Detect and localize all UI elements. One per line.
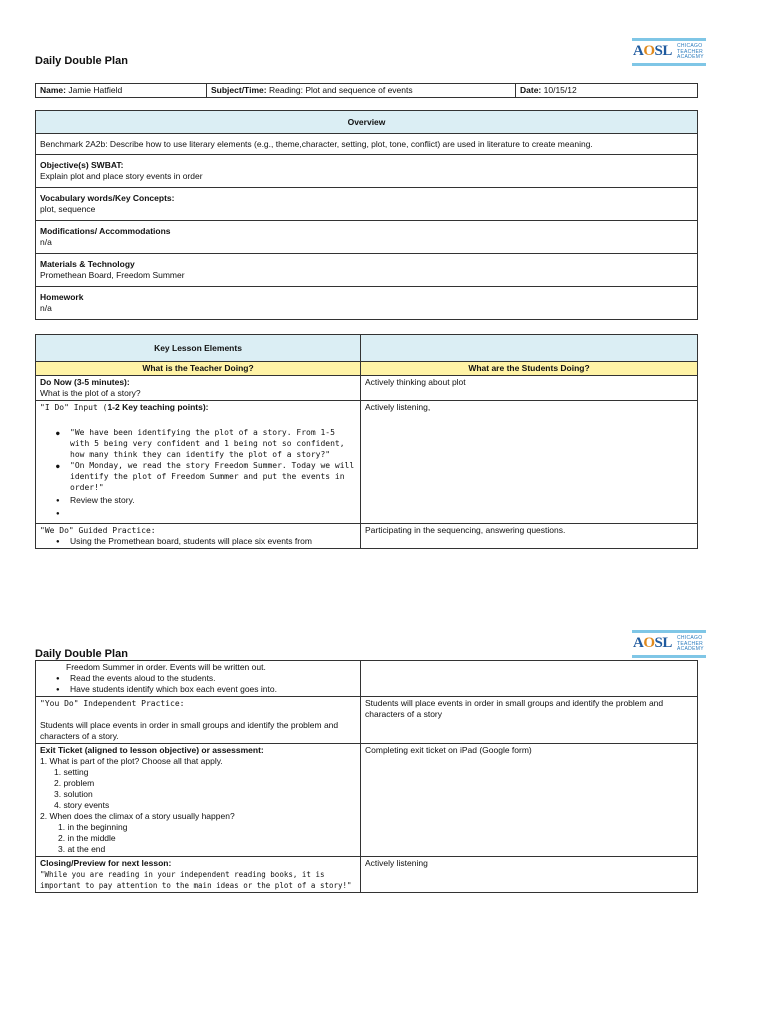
date-cell: Date: 10/15/12 (516, 84, 698, 98)
homework-cell: Homework n/a (36, 287, 698, 320)
exit-ticket-cell: Exit Ticket (aligned to lesson objective) or assessment: 1. What is part of the plot? Choose all that apply. 1. setting 2. problem 3. solution 4. story events 2. When does the climax of a story usually happen? 1. in the beginning 2. in the middle 3. at the end (36, 744, 361, 857)
list-item: 1. in the beginning (58, 822, 128, 832)
i-do-students-cell: Actively listening, (361, 401, 698, 524)
exit-ticket-students-cell: Completing exit ticket on iPad (Google form) (361, 744, 698, 857)
do-now-students-cell: Actively thinking about plot (361, 376, 698, 401)
list-item: ● Review the story. (70, 495, 356, 506)
closing-cell: Closing/Preview for next lesson: "While you are reading in your independent reading books, it is important to pay attention to the main ideas or the plot of a story!" (36, 857, 361, 893)
aosl-logo: AOSL CHICAGO TEACHER ACADEMY (632, 38, 706, 66)
document-title: Daily Double Plan (35, 55, 128, 67)
you-do-cell: "You Do" Independent Practice: Students will place events in order in small groups and identify the problem and characters of a story. (36, 697, 361, 744)
closing-students-cell: Actively listening (361, 857, 698, 893)
key-lesson-elements-header: Key Lesson Elements (36, 335, 361, 362)
overview-header: Overview (36, 111, 698, 134)
list-item: ● "On Monday, we read the story Freedom Summer. Today we will identify the plot of Freedom Summer and put the events in order!" (70, 460, 356, 493)
subject-cell: Subject/Time: Reading: Plot and sequence of events (207, 84, 516, 98)
overview-table (35, 110, 698, 320)
i-do-cell: "I Do" Input (1-2 Key teaching points): ● "We have been identifying the plot of a story. From 1-5 with 5 being very confident and 1 being not so confident, how many think they can identify the plot of a story?" ● "On Monday, we read the story Freedom Summer. Today we will identify the plot of Freedom Summer and put the events in order!" ● Review the story. ● (36, 401, 361, 524)
list-item (70, 508, 356, 519)
lesson-table-continued (35, 660, 698, 893)
page-2 (0, 620, 768, 1024)
header-table (35, 83, 698, 98)
we-do-cell: "We Do" Guided Practice: ● Using the Promethean board, students will place six events from (36, 524, 361, 549)
do-now-cell: Do Now (3-5 minutes): What is the plot of a story? (36, 376, 361, 401)
vocabulary-cell: Vocabulary words/Key Concepts: plot, sequence (36, 188, 698, 221)
list-item: ● Have students identify which box each event goes into. (70, 684, 356, 695)
aosl-logo: AOSL CHICAGO TEACHER ACADEMY (632, 630, 706, 658)
document-title: Daily Double Plan (35, 648, 128, 660)
i-do-points (40, 427, 356, 519)
list-item: 2. in the middle (58, 833, 116, 843)
you-do-students-cell: Students will place events in order in small groups and identify the problem and characters of a story (361, 697, 698, 744)
list-item: 2. problem (54, 778, 95, 788)
list-item: 1. setting (54, 767, 89, 777)
materials-cell: Materials & Technology Promethean Board, Freedom Summer (36, 254, 698, 287)
students-column-header: What are the Students Doing? (361, 362, 698, 376)
list-item: ● "We have been identifying the plot of a story. From 1-5 with 5 being very confident and 1 being not so confident, how many think they can identify the plot of a story?" (70, 427, 356, 460)
objective-cell: Objective(s) SWBAT: Explain plot and place story events in order (36, 155, 698, 188)
list-item: 4. story events (54, 800, 110, 810)
name-cell: Name: Jamie Hatfield (36, 84, 207, 98)
list-item: 3. at the end (58, 844, 106, 854)
teacher-column-header: What is the Teacher Doing? (36, 362, 361, 376)
we-do-students-cell: Participating in the sequencing, answering questions. (361, 524, 698, 549)
lesson-table (35, 334, 698, 549)
modifications-cell: Modifications/ Accommodations n/a (36, 221, 698, 254)
list-item: ● Using the Promethean board, students will place six events from (70, 536, 356, 547)
benchmark-cell: Benchmark 2A2b: Describe how to use literary elements (e.g., theme,character, setting, plot, tone, conflict) are used in literature to create meaning. (36, 134, 698, 155)
list-item: ● Read the events aloud to the students. (70, 673, 356, 684)
list-item: 3. solution (54, 789, 93, 799)
we-do-continued-cell: Freedom Summer in order. Events will be written out. ● Read the events aloud to the students. ● Have students identify which box each event goes into. (36, 661, 361, 697)
